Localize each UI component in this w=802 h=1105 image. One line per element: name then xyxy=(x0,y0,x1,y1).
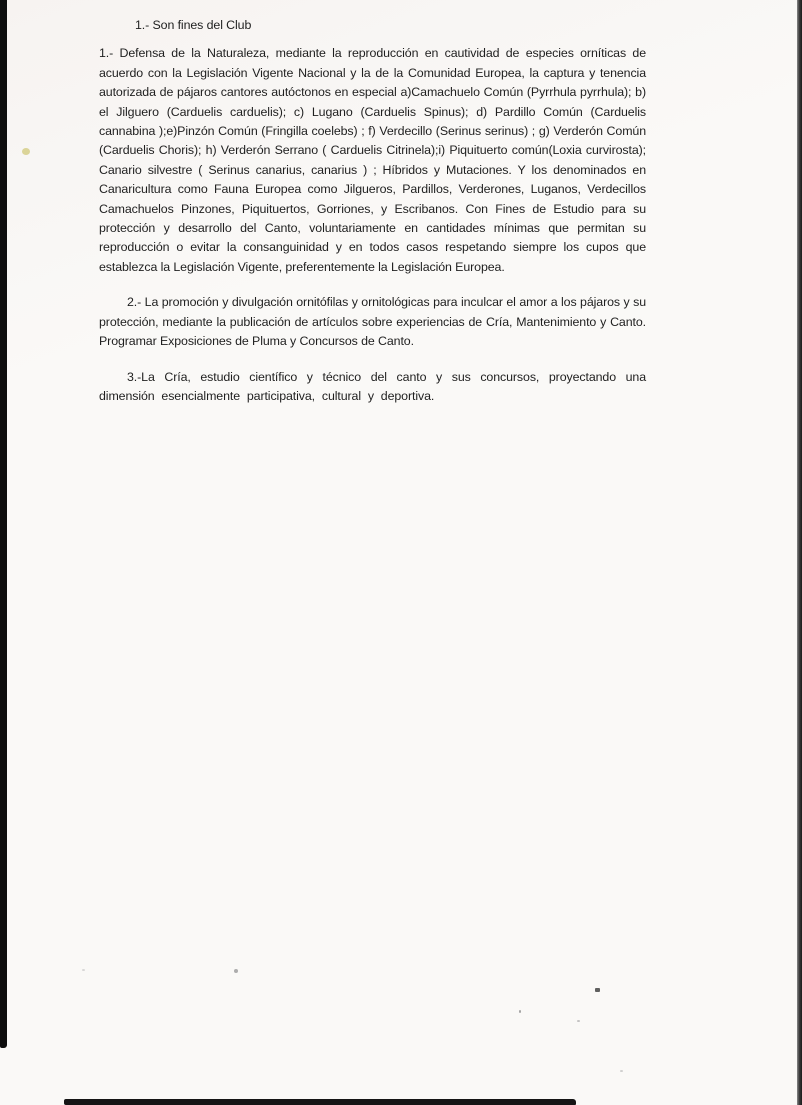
paper-speck xyxy=(519,1010,521,1013)
document-content xyxy=(99,16,646,406)
paragraph-club-purpose-2: 2.- La promoción y divulgación ornitófilas y ornitológicas para inculcar el amor a los pájaros y su protección, mediante la publicación de artículos sobre experiencias de Cría, Mantenimiento y Canto. Programar Exposiciones de Pluma y Concursos de Canto. xyxy=(99,295,646,349)
paper-speck xyxy=(595,988,600,992)
scan-edge-right xyxy=(797,0,802,1105)
paper-speck-yellow xyxy=(22,148,30,155)
scan-edge-bottom xyxy=(64,1099,576,1105)
paper-speck xyxy=(82,969,85,971)
paragraph-club-purpose-3: 3.-La Cría, estudio científico y técnico del canto y sus concursos, proyectando una dimensión esencialmente participativa, cultural y deportiva. xyxy=(99,369,646,403)
paper-speck xyxy=(234,969,238,973)
paper-speck xyxy=(620,1070,623,1072)
section-heading: 1.- Son fines del Club xyxy=(135,18,252,32)
scan-edge-left xyxy=(0,0,7,1048)
paper-speck xyxy=(577,1020,580,1022)
paragraph-club-purpose-1: 1.- Defensa de la Naturaleza, mediante la reproducción en cautividad de especies orníticas de acuerdo con la Legislación Vigente Nacional y la de la Comunidad Europea, la captura y tenencia autorizada de pájaros cantores autóctonos en especial a)Camachuelo Común (Pyrrhula pyrrhula); b) el Jilguero (Carduelis carduelis); c) Lugano (Carduelis Spinus); d) Pardillo Común (Carduelis cannabina );e)Pinzón Común (Fringilla coelebs) ; f) Verdecillo (Serinus serinus) ; g) Verderón Común (Carduelis Choris); h) Verderón Serrano ( Carduelis Citrinela);i) Piquituerto común(Loxia curvirosta); Canario silvestre ( Serinus canarius, canarius ) ; Híbridos y Mutaciones. Y los denominados en Canaricultura como Fauna Europea como Jilgueros, Pardillos, Verderones, Luganos, Verdecillos Camachuelos Pinzones, Piquituertos, Gorriones, y Escribanos. Con Fines de Estudio para su protección y desarrollo del Canto, voluntariamente en cantidades mínimas que permitan su reproducción o evitar la consanguinidad y en todos casos respetando siempre los cupos que establezca la Legislación Vigente, preferentemente la Legislación Europea. xyxy=(99,46,646,274)
